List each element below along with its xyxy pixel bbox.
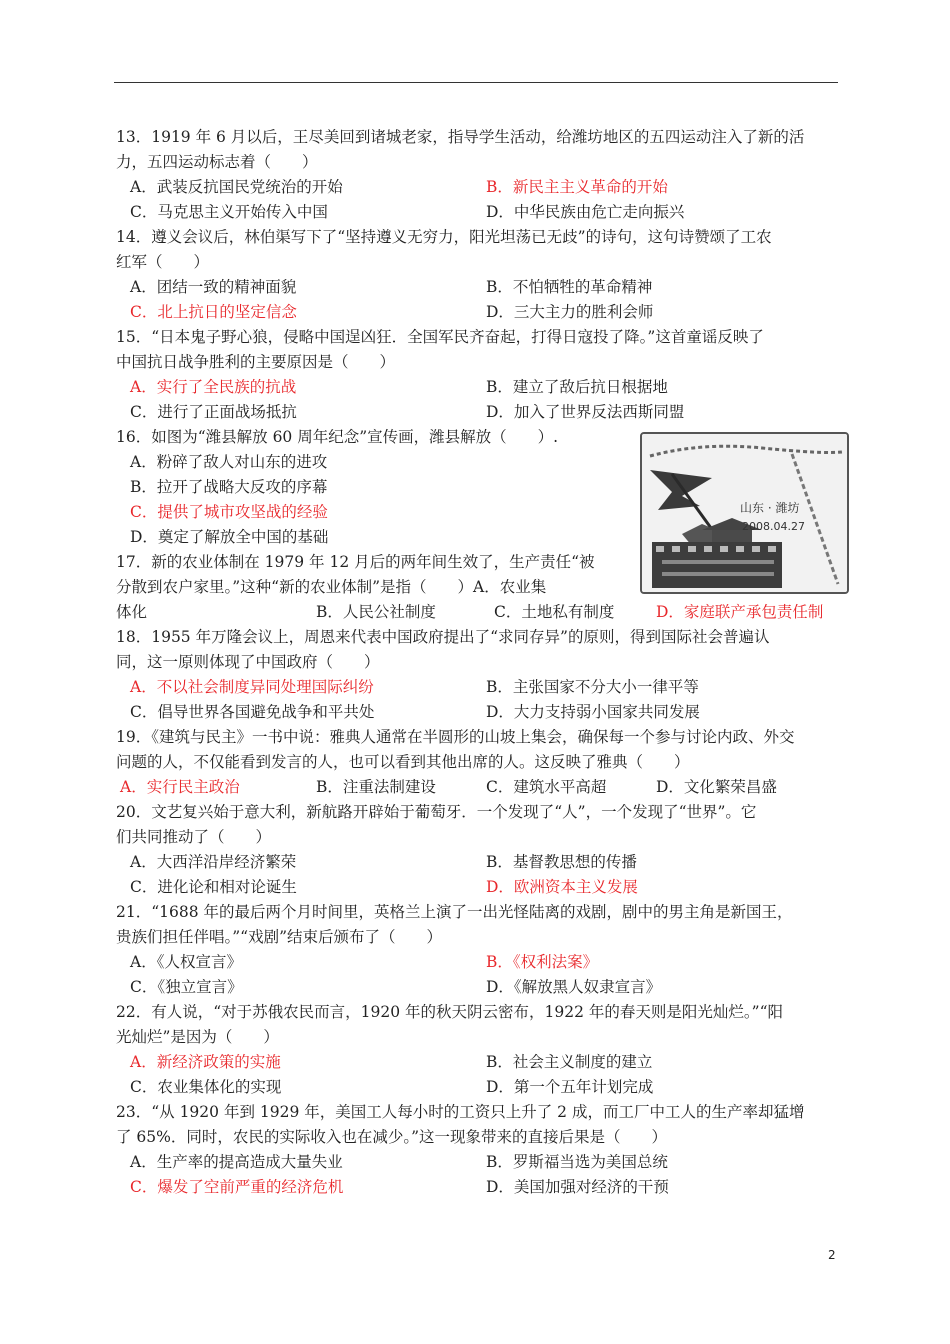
question-line: C．农业集体化的实现 <box>130 1078 282 1096</box>
question-line: B．社会主义制度的建立 <box>486 1053 653 1071</box>
question-line: B．人民公社制度 <box>316 603 436 621</box>
question-line: D．美国加强对经济的干预 <box>486 1178 669 1196</box>
question-line: 中国抗日战争胜利的主要原因是（ ） <box>116 353 396 371</box>
answer-option-correct: D．家庭联产承包责任制 <box>656 603 824 621</box>
answer-option-correct: A．新经济政策的实施 <box>130 1053 281 1071</box>
question-line: C．土地私有制度 <box>494 603 615 621</box>
question-line: 23．“从 1920 年到 1929 年，美国工人每小时的工资只上升了 2 成，而工厂中工人的生产率却猛增 <box>116 1103 805 1121</box>
question-line: 贵族们担任伴唱。”“戏剧”结束后颁布了（ ） <box>116 928 443 946</box>
question-line: D．三大主力的胜利会师 <box>486 303 654 321</box>
question-line: A．武装反抗国民党统治的开始 <box>130 178 343 196</box>
question-line: A．大西洋沿岸经济繁荣 <box>130 853 297 871</box>
poster-caption-place: 山东 · 潍坊 <box>740 501 800 515</box>
answer-option-correct: C．提供了城市攻坚战的经验 <box>130 503 328 521</box>
question-line: 13．1919 年 6 月以后，王尽美回到诸城老家，指导学生活动，给潍坊地区的五四运动注入了新的活 <box>116 128 805 146</box>
question-line: A．《人权宣言》 <box>130 953 242 971</box>
question-line: D．中华民族由危亡走向振兴 <box>486 203 685 221</box>
answer-option-correct: C．北上抗日的坚定信念 <box>130 303 297 321</box>
question-line: D．奠定了解放全中国的基础 <box>130 528 329 546</box>
question-line: D．加入了世界反法西斯同盟 <box>486 403 685 421</box>
question-line: D．第一个五年计划完成 <box>486 1078 654 1096</box>
question-line: B．建立了敌后抗日根据地 <box>486 378 668 396</box>
question-line: 红军（ ） <box>116 253 210 271</box>
question-line: B．注重法制建设 <box>316 778 436 796</box>
question-line: A．生产率的提高造成大量失业 <box>130 1153 343 1171</box>
question-line: D．大力支持弱小国家共同发展 <box>486 703 700 721</box>
question-line: 们共同推动了（ ） <box>116 828 272 846</box>
question-line: A．粉碎了敌人对山东的进攻 <box>130 453 328 471</box>
answer-option-correct: B．新民主主义革命的开始 <box>486 178 668 196</box>
answer-option-correct: A．实行了全民族的抗战 <box>130 378 297 396</box>
page-number: 2 <box>828 1248 836 1262</box>
question-line: 19．《建筑与民主》一书中说：雅典人通常在半圆形的山坡上集会，确保每一个参与讨论内政、外交 <box>116 728 795 746</box>
question-line: 17．新的农业体制在 1979 年 12 月后的两年间生效了，生产责任“被 <box>116 553 595 571</box>
question-line: C．进化论和相对论诞生 <box>130 878 297 896</box>
answer-option-correct: C．爆发了空前严重的经济危机 <box>130 1178 344 1196</box>
question-line: 20．文艺复兴始于意大利，新航路开辟始于葡萄牙．一个发现了“人”，一个发现了“世界”。它 <box>116 803 757 821</box>
question-line: D．《解放黑人奴隶宣言》 <box>486 978 662 996</box>
question-line: 体化 <box>116 603 148 621</box>
question-line: C．马克思主义开始传入中国 <box>130 203 328 221</box>
question-line: 问题的人，不仅能看到发言的人，也可以看到其他出席的人。这反映了雅典（ ） <box>116 753 690 771</box>
answer-option-correct: A．不以社会制度异同处理国际纠纷 <box>130 678 374 696</box>
question-line: B．基督教思想的传播 <box>486 853 637 871</box>
question-line: 22．有人说，“对于苏俄农民而言，1920 年的秋天阴云密布，1922 年的春天则是阳光灿烂。”“阳 <box>116 1003 783 1021</box>
question-line: 光灿烂”是因为（ ） <box>116 1028 279 1046</box>
question-line: C．进行了正面战场抵抗 <box>130 403 297 421</box>
answer-option-correct: B．《权利法案》 <box>486 953 599 971</box>
question-line: 力，五四运动标志着（ ） <box>116 153 318 171</box>
question-line: 了 65%．同时，农民的实际收入也在减少。”这一现象带来的直接后果是（ ） <box>116 1128 668 1146</box>
poster-caption-date: 2008.04.27 <box>742 520 805 533</box>
question-line: B．不怕牺牲的革命精神 <box>486 278 653 296</box>
question-line: 15．“日本鬼子野心狼，侵略中国逞凶狂．全国军民齐奋起，打得日寇投了降。”这首童谣反映了 <box>116 328 764 346</box>
question-line: 14．遵义会议后，林伯渠写下了“坚持遵义无穷力，阳光坦荡已无歧”的诗句，这句诗赞颂了工农 <box>116 228 772 246</box>
question-line: C．建筑水平高超 <box>486 778 607 796</box>
question-line: C．《独立宣言》 <box>130 978 243 996</box>
question-line: A．团结一致的精神面貌 <box>130 278 297 296</box>
poster-figure <box>640 432 849 594</box>
question-line: 同，这一原则体现了中国政府（ ） <box>116 653 380 671</box>
question-line: 18．1955 年万隆会议上，周恩来代表中国政府提出了“求同存异”的原则，得到国际社会普遍认 <box>116 628 770 646</box>
answer-option-correct: A．实行民主政治 <box>120 778 240 796</box>
poster-illustration <box>642 434 847 592</box>
question-line: B．拉开了战略大反攻的序幕 <box>130 478 328 496</box>
question-line: C．倡导世界各国避免战争和平共处 <box>130 703 375 721</box>
question-line: B．罗斯福当选为美国总统 <box>486 1153 668 1171</box>
question-line: 21．“1688 年的最后两个月时间里，英格兰上演了一出光怪陆离的戏剧，剧中的男主角是新国王， <box>116 903 793 921</box>
header-rule <box>114 82 838 83</box>
question-line: 16．如图为“潍县解放 60 周年纪念”宣传画，潍县解放（ ）. <box>116 428 559 446</box>
answer-option-correct: D．欧洲资本主义发展 <box>486 878 638 896</box>
question-line: B．主张国家不分大小一律平等 <box>486 678 699 696</box>
question-line: 分散到农户家里。”这种“新的农业体制”是指（ ）A．农业集 <box>116 578 547 596</box>
question-line: D．文化繁荣昌盛 <box>656 778 777 796</box>
